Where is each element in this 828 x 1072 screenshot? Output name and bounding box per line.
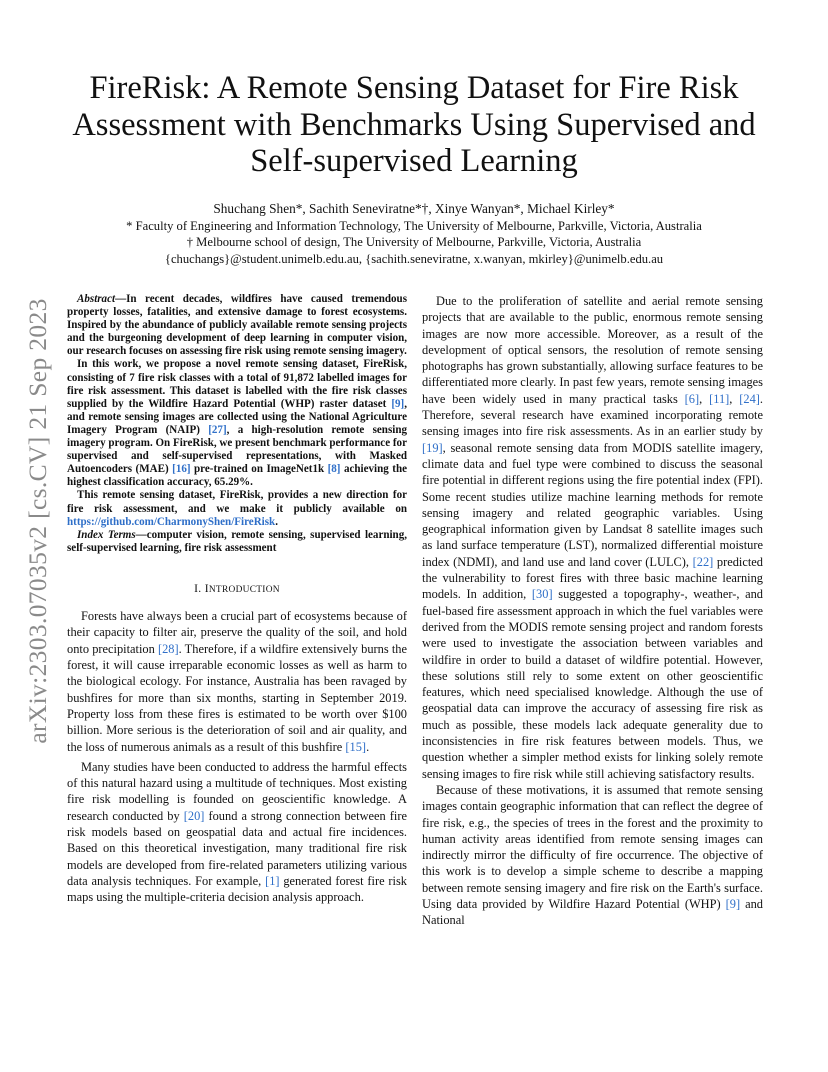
citation-link[interactable]: [16] bbox=[172, 463, 191, 476]
body-paragraph: Because of these motivations, it is assumed that remote sensing images contain geographic information that can reflect the degree of fire risk, e.g., the species of trees in the forest and the proximity to human activity areas identified from remote sensing images can indirectly mirror the difficulty of fire occurrence. The objective of this work is to develop a simple scheme to describe a mapping between remote sensing imagery and fire risk on the Earth's surface. Using data provided by Wildfire Hazard Potential (WHP) [9] and National bbox=[422, 782, 763, 928]
citation-link[interactable]: [9] bbox=[391, 397, 405, 410]
abstract-paragraph: This remote sensing dataset, FireRisk, provides a new direction for fire risk assessment, and we make it publicly available on https://github.com/CharmonyShen/FireRisk. bbox=[67, 489, 407, 528]
github-link[interactable]: https://github.com/CharmonyShen/FireRisk bbox=[67, 515, 276, 528]
index-terms: Index Terms—computer vision, remote sensing, supervised learning, self-supervised learning, fire risk assessment bbox=[67, 528, 407, 554]
citation-link[interactable]: [24] bbox=[739, 391, 760, 406]
body-paragraph: Many studies have been conducted to address the harmful effects of this natural hazard using a multitude of techniques. Most existing fire risk modelling is founded on geoscientific knowledge. A research conducted by [20] found a strong connection between fire risk models based on geospatial data and actual fire incidences. Based on this theoretical investigation, many traditional fire risk models are developed from fire-related parameters utilizing various data analysis techniques. For example, [1] generated forest fire risk maps using the multiple-criteria decision analysis approach. bbox=[67, 759, 407, 905]
author-emails: {chuchangs}@student.unimelb.edu.au, {sachith.seneviratne, x.wanyan, mkirley}@unimelb.edu.au bbox=[164, 251, 664, 266]
citation-link[interactable]: [22] bbox=[692, 554, 714, 569]
introduction-body bbox=[67, 608, 407, 905]
index-terms-label: Index Terms bbox=[77, 528, 136, 541]
body-paragraph: Due to the proliferation of satellite and aerial remote sensing projects that are available to the public, enormous remote sensing images are now more accessible. Moreover, as a result of the development of optical sensors, the resolution of remote sensing photographs has grown substantially, allowing surface features to be differentiated more clearly. In past few years, remote sensing images have been widely used in many practical tasks [6], [11], [24]. Therefore, several research have examined incorporating remote sensing images into fire risk assessments. As in an earlier study by [19], seasonal remote sensing data from MODIS satellite imagery, climate data and fuel type were combined to discuss the seasonal fire potential in different regions using the fire potential index (FPI). Some recent studies utilize machine learning methods for remote sensing imagery and related geographic variables. Using geographical information given by Landsat 8 satellite images such as land surface temperature (LST), normalized differential moisture index (NDMI), and land use and land cover (LULC), [22] predicted the vulnerability to forest fires with three basic machine learning models. In addition, [30] suggested a topography-, weather-, and fuel-based fire assessment approach in which the fuel variables were derived from the MODIS remote sensing project and random forests were used to investigate the association between variables and wildfire in order to build a dataset of wildfire potential. However, these solutions still rely to some extent on other geoscientific features, which need specialised knowledge. Although the use of geospatial data can improve the accuracy of assessing fire risk as much as possible, these models lack adequate generality due to inconsistencies in fire risk features between models. Thus, we question whether a simpler method exists for linking solely remote sensing images to fire risk while still achieving satisfactory results. bbox=[422, 294, 764, 781]
body-paragraph: Forests have always been a crucial part of ecosystems because of their capacity to filter air, preserve the quality of the soil, and hold onto precipitation [28]. Therefore, if a wildfire extensively burns the forest, it will cause irreparable economic losses as well as harm to the biological ecology. For instance, Australia has been ravaged by bushfires for more than six months, starting in September 2019. Property loss from these fires is estimated to be worth over $100 billion. More serious is the deterioration of soil and air quality, and the loss of numerous animals as a result of this bushfire [15]. bbox=[67, 609, 407, 754]
right-column bbox=[422, 293, 763, 929]
section-heading-introduction: I. INTRODUCTION bbox=[194, 581, 280, 595]
citation-link[interactable]: [20] bbox=[183, 808, 205, 823]
citation-link[interactable]: [6] bbox=[684, 391, 700, 406]
abstract bbox=[67, 293, 407, 555]
citation-link[interactable]: [8] bbox=[327, 463, 341, 476]
abstract-label: Abstract bbox=[77, 293, 116, 305]
citation-link[interactable]: [27] bbox=[208, 423, 227, 436]
citation-link[interactable]: [19] bbox=[422, 440, 443, 455]
paper-title bbox=[40, 70, 788, 180]
affiliation-2: † Melbourne school of design, The University of Melbourne, Parkville, Victoria, Australia bbox=[186, 235, 642, 249]
abstract-paragraph: Abstract—In recent decades, wildfires have caused tremendous property losses, fatalities, and extensive damage to forest ecosystems. Inspired by the abundance of publicly available remote sensing projects and the burgeoning development of deep learning in computer vision, our research focuses on assessing fire risk using remote sensing imagery. bbox=[67, 293, 407, 358]
affiliation-1: * Faculty of Engineering and Information Technology, The University of Melbourne, Parkville, Victoria, Australia bbox=[126, 218, 702, 233]
arxiv-sidebar bbox=[22, 285, 54, 757]
author-block bbox=[40, 201, 788, 267]
citation-link[interactable]: [9] bbox=[725, 896, 741, 911]
title-line: FireRisk: A Remote Sensing Dataset for Fire Risk bbox=[89, 70, 739, 106]
abstract-paragraph: In this work, we propose a novel remote sensing dataset, FireRisk, consisting of 7 fire risk classes with a total of 91,872 labelled images for fire risk assessment. This dataset is labelled with the fire risk classes supplied by the Wildfire Hazard Potential (WHP) raster dataset [9], and remote sensing images are collected using the National Agriculture Imagery Program (NAIP) [27], a high-resolution remote sensing imagery program. On FireRisk, we present benchmark performance for supervised and self-supervised representations, with Masked Autoencoders (MAE) [16] pre-trained on ImageNet1k [8] achieving the highest classification accuracy, 65.29%. bbox=[67, 358, 407, 489]
author-names: Shuchang Shen*, Sachith Seneviratne*†, Xinye Wanyan*, Michael Kirley* bbox=[213, 201, 615, 216]
arxiv-identifier: arXiv:2303.07035v2 [cs.CV] 21 Sep 2023 bbox=[23, 298, 52, 744]
citation-link[interactable]: [30] bbox=[531, 587, 553, 602]
citation-link[interactable]: [1] bbox=[265, 873, 280, 888]
title-line: Self-supervised Learning bbox=[250, 143, 578, 179]
citation-link[interactable]: [28] bbox=[157, 641, 179, 656]
citation-link[interactable]: [15] bbox=[345, 739, 367, 754]
left-column bbox=[67, 293, 407, 906]
title-line: Assessment with Benchmarks Using Supervised and bbox=[72, 106, 756, 143]
citation-link[interactable]: [11] bbox=[709, 391, 730, 406]
